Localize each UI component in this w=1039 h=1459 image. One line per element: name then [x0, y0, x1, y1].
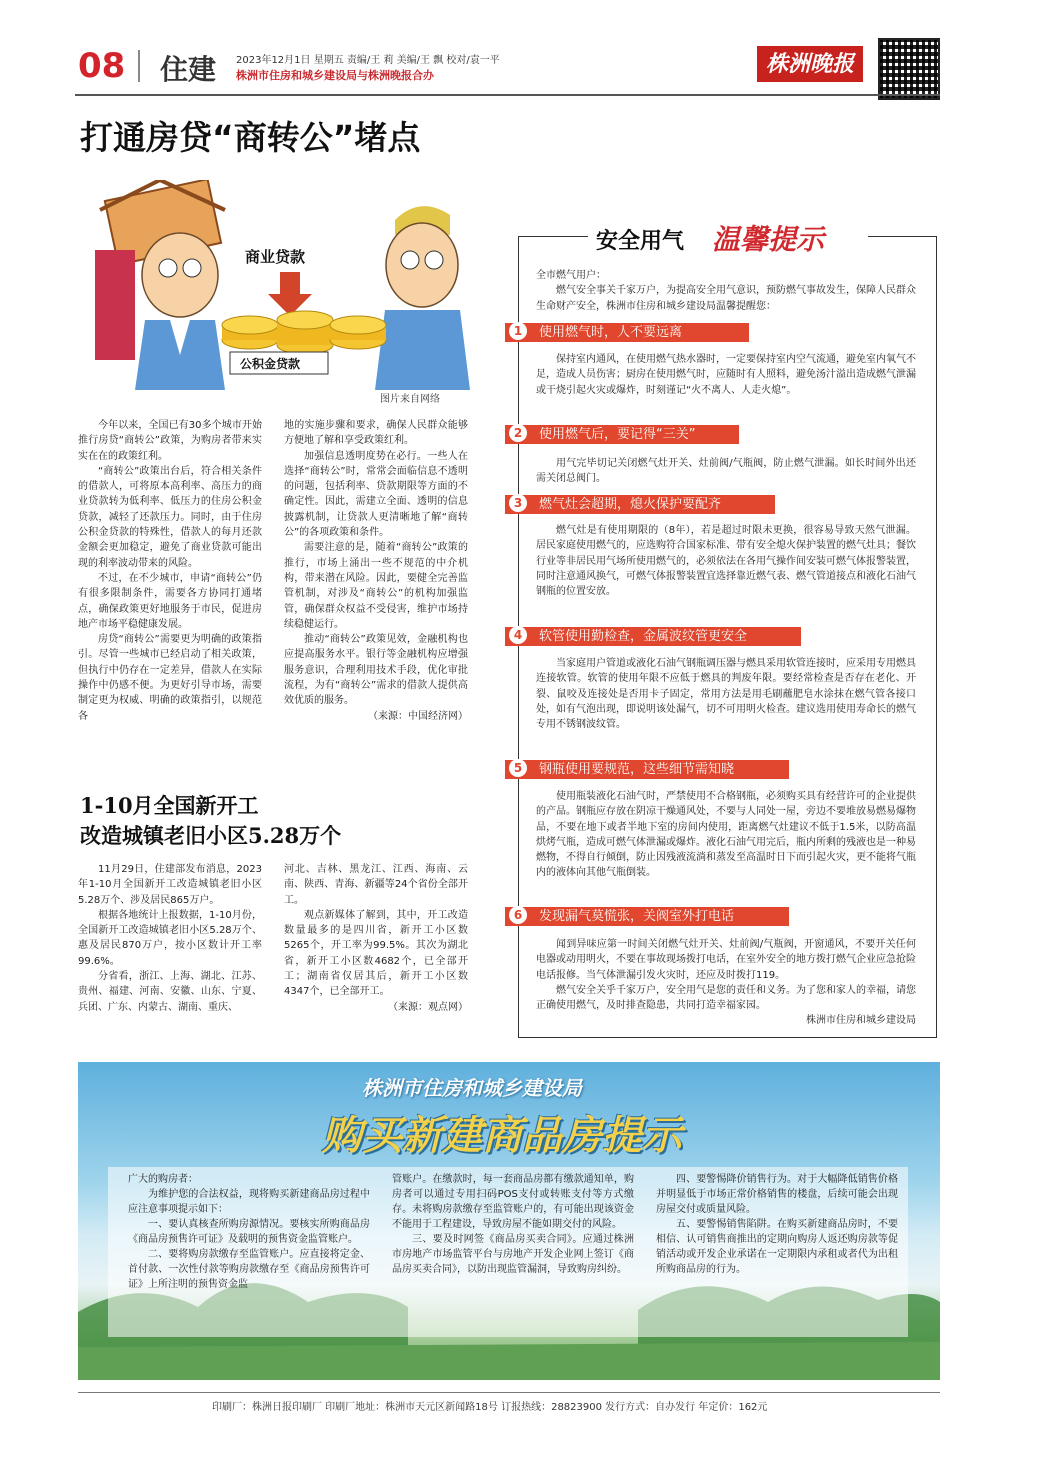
article2-column-1 — [78, 862, 262, 1015]
tip-title: 钢瓶使用要规范，这些细节需知晓 — [539, 762, 735, 777]
tip-text: 使用瓶装液化石油气时，严禁使用不合格钢瓶，必须购买具有经营许可的企业提供的产品。钢瓶应存放在阴凉干燥通风处，不要与人同处一屋，旁边不要堆放易燃易爆物品，不要在地下或者半地下室的房间内使用，距离燃气灶建议不低于1.5米，以防高温烘烤气瓶，造成可燃气体泄漏或爆炸。液化石油气用完后，瓶内所剩的残液也是一种易燃物，不得自行倾倒，防止因残液流淌和蒸发至高温时日下而引起火灾，更不能将气瓶内的液体向其他气瓶倒装。 — [536, 791, 916, 879]
tip-text: 用气完毕切记关闭燃气灶开关、灶前阀/气瓶阀，防止燃气泄漏。如长时间外出还需关闭总阀门。 — [536, 458, 916, 485]
section-name: 住建 — [160, 53, 217, 86]
paragraph: “商转公”政策出台后，符合相关条件的借款人，可将原本高利率、高压力的商业贷款转为低利率、低压力的住房公积金贷款，减轻了还款压力。同时，由于住房公积金贷款的特殊性，借款人的每月还款金额会更加稳定，避免了商业贷款可能出现的利率波动带来的风险。 — [78, 465, 262, 569]
tip-title: 燃气灶会超期，熄火保护要配齐 — [539, 497, 722, 512]
tip-number: 4 — [509, 626, 527, 644]
tip-number: 5 — [509, 759, 527, 777]
paragraph: 不过，在不少城市，申请“商转公”仍有很多限制条件，需要各方协同打通堵点，确保政策更好地服务于市民，促进房地产市场平稳健康发展。 — [78, 572, 262, 630]
tip-text: 当家庭用户管道或液化石油气钢瓶调压器与燃具采用软管连接时，应采用专用燃具连接软管。软管的使用年限不应低于燃具的判废年限。要经常检查是否存在老化、开裂、鼠咬及连接处是否用卡子固定，常用方法是用毛刷蘸肥皂水涂抹在燃气管各接口处，如有气泡出现，即说明该处漏气，切不可用明火检查。建议选用使用寿命长的燃气专用不锈钢波纹管。 — [536, 658, 916, 731]
tip-4-header — [505, 627, 801, 646]
headline: 打通房贷“商转公”堵点 — [80, 118, 421, 157]
article1-source: （来源：中国经济网） — [368, 710, 468, 722]
paragraph: 三、要及时网签《商品房买卖合同》。应通过株洲市房地产市场监管平台与房地产开发企业网上签订《商品房买卖合同》，以防出现监管漏洞，导致购房纠纷。 — [392, 1234, 634, 1275]
paragraph: 分省看，浙江、上海、湖北、江苏、贵州、福建、河南、安徽、山东、宁夏、兵团、广东、内蒙古、湖南、重庆、 — [78, 971, 262, 1013]
date-line: 2023年12月1日 星期五 责编/王 莉 美编/王 飘 校对/袁一平 — [236, 55, 500, 66]
safety-title-accent: 温馨提示 — [712, 223, 825, 256]
tip-number: 1 — [509, 322, 527, 340]
label-provident-fund: 公积金贷款 — [240, 357, 301, 371]
tip-text: 燃气灶是有使用期限的（8年），若是超过时限未更换，很容易导致天然气泄漏。居民家庭使用燃气的，应选购符合国家标准、带有安全熄火保护装置的燃气灶具；餐饮行业等非居民用气场所使用燃气的，必须依法在各用气操作间安装可燃气体报警装置，同时注意通风换气，可燃气体报警装置宜选择靠近燃气表、燃气管道接点和液化石油气钢瓶的位置安放。 — [536, 525, 916, 598]
article2-column-2 — [284, 862, 468, 1015]
paragraph: 根据各地统计上报数据，1-10月份，全国新开工改造城镇老旧小区5.28万个、惠及居民870万户，按小区数计开工率99.6%。 — [78, 909, 262, 967]
article2-source: （来源：观点网） — [388, 1001, 468, 1013]
tip-title: 软管使用勤检查，金属波纹管更安全 — [539, 629, 748, 644]
tip-title: 发现漏气莫慌张，关阀室外打电话 — [539, 909, 735, 924]
tip-3-header — [505, 495, 775, 514]
ad-column-1 — [128, 1172, 370, 1322]
footer-imprint: 印刷厂：株洲日报印刷厂 印刷厂地址：株洲市天元区新闻路18号 订报热线：28823900 发行方式：自办发行 年定价：162元 — [212, 1402, 768, 1413]
tip-6-header — [505, 907, 789, 926]
paragraph: 一、要认真核查所购房源情况。要核实所购商品房《商品房预售许可证》及载明的预售资金监管账户。 — [128, 1219, 370, 1245]
tip-2-body — [536, 456, 916, 487]
tip-number: 6 — [509, 906, 527, 924]
safety-intro — [536, 268, 916, 314]
partnership-line: 株洲市住房和城乡建设局与株洲晚报合办 — [236, 69, 434, 82]
tip-1-header — [505, 323, 749, 342]
paragraph: 今年以来，全国已有30多个城市开始推行房贷“商转公”政策，为购房者带来实实在在的政策红利。 — [78, 420, 262, 462]
paragraph: 房贷“商转公”需要更为明确的政策指引。尽管一些城市已经启动了相关政策，但执行中仍存在一定差异，借款人在实际操作中仍感不便。为更好引导市场，需要制定更为权威、明确的政策指引，以规范各 — [78, 634, 262, 722]
safety-greeting: 全市燃气用户： — [536, 270, 606, 281]
tip-1-body — [536, 352, 916, 398]
tip-text: 闻到异味应第一时间关闭燃气灶开关、灶前阀/气瓶阀，开窗通风，不要开关任何电器或动用明火，不要在事故现场拨打电话，在室外安全的地方拨打燃气企业应急抢险电话报修。当气体泄漏引发火灾时，还应及时拨打119。 — [536, 939, 916, 981]
tip-text: 保持室内通风，在使用燃气热水器时，一定要保持室内空气流通，避免室内氧气不足，造成人员伤害；厨房在使用燃气时，应随时有人照料，避免汤汁溢出造成燃气泄漏或干烧引起火灾或爆炸，时刻谨记“火不离人、人走火熄”。 — [536, 354, 916, 396]
page-number: 08 — [78, 46, 126, 86]
ad-title: 购买新建商品房提示 — [322, 1113, 682, 1159]
paragraph: 加强信息透明度势在必行。一些人在选择“商转公”时，常常会面临信息不透明的问题，包括利率、贷款期限等方面的不确定性。因此，需建立全面、透明的信息披露机制，让贷款人更清晰地了解“商转公”的各项政策和条件。 — [284, 450, 468, 539]
paragraph: 二、要将购房款缴存至监管账户。应直接将定金、首付款、一次性付款等购房款缴存至《商品房预售许可证》上所注明的预售资金监 — [128, 1249, 370, 1290]
safety-title-plain: 安全用气 — [596, 229, 685, 254]
man-left-icon — [135, 233, 225, 390]
down-arrow-icon — [268, 272, 312, 316]
paragraph: 广大的购房者： — [128, 1174, 198, 1185]
article2-title-line-2: 改造城镇老旧小区5.28万个 — [80, 823, 342, 848]
tip-5-body — [536, 789, 916, 881]
tip-6-body — [536, 937, 916, 1029]
article1-column-1 — [78, 418, 262, 724]
qr-code-icon — [878, 38, 940, 100]
paragraph: 管账户。在缴款时，每一套商品房都有缴款通知单，购房者可以通过专用扫码POS支付或转账支付等方式缴存。未将购房款缴存至监管账户的，有可能出现该资金不能用于工程建设，导致房屋不能如期交付的风险。 — [392, 1174, 634, 1230]
ad-column-2 — [392, 1172, 634, 1322]
paragraph: 推动“商转公”政策见效，金融机构也应提高服务水平。银行等金融机构应增强服务意识，合理利用技术手段，优化审批流程，为有“商转公”需求的借款人提供高效优质的服务。 — [284, 634, 468, 707]
man-right-icon — [345, 206, 470, 390]
paragraph: 河北、吉林、黑龙江、江西、海南、云南、陕西、青海、新疆等24个省份全部开工。 — [284, 864, 468, 906]
tip-title: 使用燃气后，要记得“三关” — [539, 427, 696, 442]
paragraph: 地的实施步骤和要求，确保人民群众能够方便地了解和享受政策红利。 — [284, 420, 468, 447]
paragraph: 四、要警惕降价销售行为。对于大幅降低销售价格并明显低于市场正常价格销售的楼盘，后续可能会出现房屋交付或质量风险。 — [656, 1174, 898, 1215]
safety-intro-text: 燃气安全事关千家万户，为提高安全用气意识，预防燃气事故发生，保障人民群众生命财产安全，株洲市住房和城乡建设局温馨提醒您： — [536, 285, 916, 312]
newspaper-logo: 株洲晚报 — [757, 46, 863, 82]
tip-5-header — [505, 760, 789, 779]
tip-number: 2 — [509, 424, 527, 442]
image-credit: 图片来自网络 — [380, 394, 440, 405]
tip-4-body — [536, 656, 916, 732]
ad-organization: 株洲市住房和城乡建设局 — [362, 1076, 582, 1100]
loan-illustration — [90, 180, 475, 390]
footer-rule — [78, 1392, 940, 1393]
paragraph: 需要注意的是，随着“商转公”政策的推行，市场上涌出一些不规范的中介机构，带来潜在风险。因此，要健全完善监管机制，对涉及“商转公”的机构加强监管，确保群众权益不受侵害，维护市场持续稳健运行。 — [284, 542, 468, 630]
safety-signature: 株洲市住房和城乡建设局 — [806, 1015, 916, 1027]
paragraph: 观点新媒体了解到，其中，开工改造数量最多的是四川省，新开工小区数5265个，开工率为99.5%。其次为湖北省，新开工小区数4682个，已全部开工；湖南省仅居其后，新开工小区数4347个，已全部开工。 — [284, 909, 468, 998]
paragraph: 11月29日，住建部发布消息，2023年1-10月全国新开工改造城镇老旧小区5.28万个、涉及居民865万户。 — [78, 864, 262, 906]
article2-title — [80, 791, 341, 851]
ad-column-3 — [656, 1172, 898, 1322]
tip-number: 3 — [509, 494, 527, 512]
header-divider — [138, 50, 140, 82]
paragraph: 为维护您的合法权益，现将购买新建商品房过程中应注意事项提示如下： — [128, 1189, 370, 1215]
coin-stack-icon — [222, 311, 386, 354]
article2-title-line-1: 1-10月全国新开工 — [80, 793, 259, 818]
tip-3-body — [536, 523, 916, 599]
header-rule — [75, 94, 940, 96]
safety-closing: 燃气安全关乎千家万户，安全用气是您的责任和义务。为了您和家人的幸福，请您正确使用燃气，及时排查隐患，共同打造幸福家园。 — [536, 984, 916, 1012]
tip-title: 使用燃气时，人不要远离 — [539, 325, 683, 340]
article1-column-2 — [284, 418, 468, 724]
ad-text — [128, 1172, 898, 1322]
paragraph: 五、要警惕销售陷阱。在购买新建商品房时，不要相信、认可销售商推出的定期向购房人返还购房款等促销活动或开发企业承诺在一定期限内承租或者代为出租所购商品房的行为。 — [656, 1219, 898, 1275]
label-commercial-loan: 商业贷款 — [245, 248, 306, 266]
tip-2-header — [505, 425, 739, 444]
